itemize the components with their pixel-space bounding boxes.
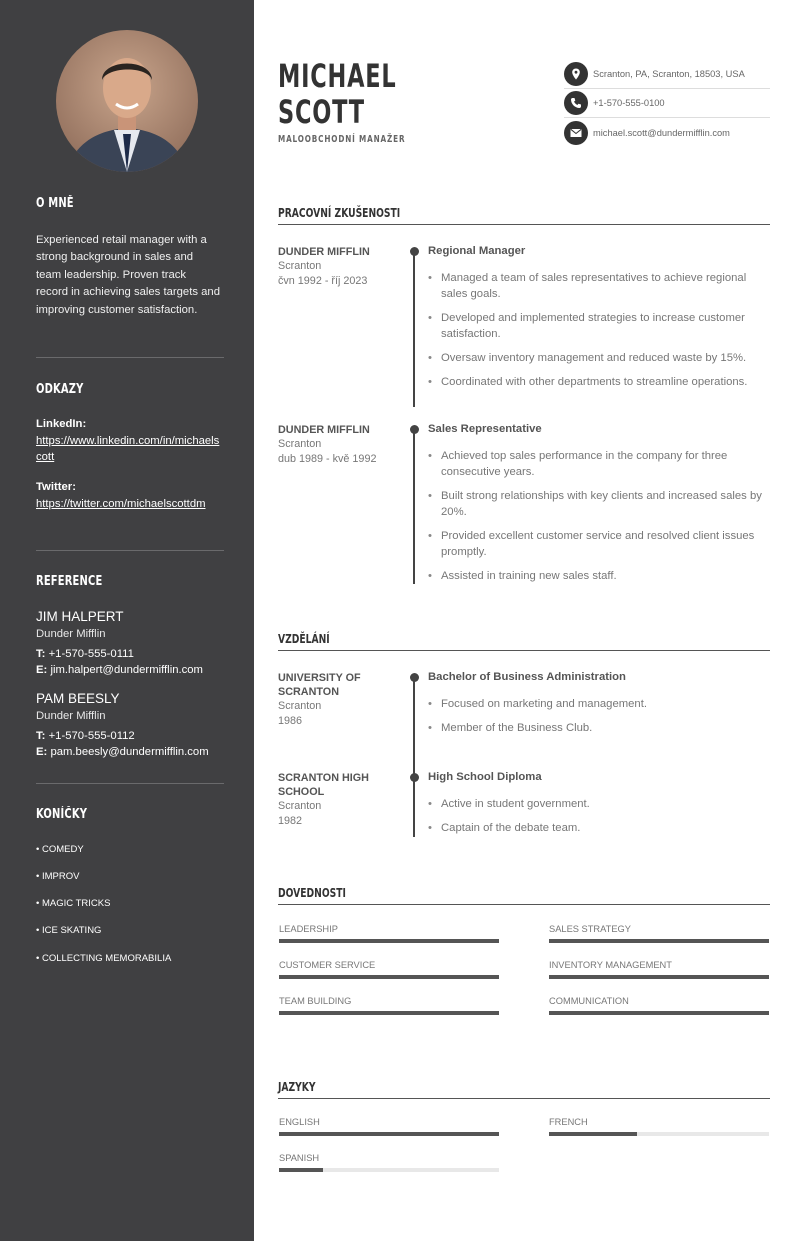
timeline-dot [410,773,419,782]
education-dates: 1986 [278,715,303,727]
experience-dates: dub 1989 - kvě 1992 [278,453,377,465]
skill-bar [549,1011,769,1015]
twitter-label: Twitter: [36,481,76,493]
experience-title: Regional Manager [428,245,526,257]
email-text[interactable]: michael.scott@dundermifflin.com [593,127,730,138]
contact-email [564,118,770,147]
education-degree: Bachelor of Business Administration [428,671,626,683]
timeline-line [413,251,415,407]
sidebar-divider [36,783,224,784]
reference-company: Dunder Mifflin [36,710,106,722]
skill-bar [279,975,499,979]
education-bullet: • Focused on marketing and management. [428,696,770,712]
experience-bullet: • Assisted in training new sales staff. [428,568,770,584]
experience-org: DUNDER MIFFLIN [278,246,370,258]
contact-address [564,60,770,89]
hobbies-heading: KONÍČKY [36,807,88,822]
skill-bar-fill [279,1011,499,1015]
education-location: Scranton [278,700,322,712]
language-bar [279,1168,499,1172]
timeline-dot [410,247,419,256]
skill-bar-fill [549,939,769,943]
profile-photo [56,30,198,172]
skill-bar [279,1011,499,1015]
skill-bar [549,975,769,979]
experience-bullet: • Oversaw inventory management and reduced waste by 15%. [428,350,770,366]
languages-heading: JAZYKY [278,1080,770,1099]
skill-bar [279,939,499,943]
language-label: FRENCH [549,1117,588,1127]
language-label: SPANISH [279,1153,320,1163]
experience-bullet: • Achieved top sales performance in the company for three consecutive years. [428,448,770,480]
reference-company: Dunder Mifflin [36,628,106,640]
education-degree: High School Diploma [428,771,542,783]
main-content [254,0,794,1241]
timeline-line [413,429,415,584]
sidebar-divider [36,357,224,358]
language-bar-fill [279,1132,499,1136]
hobby-item: • IMPROV [36,871,80,882]
address-text: Scranton, PA, Scranton, 18503, USA [593,69,745,79]
about-heading: O MNĚ [36,196,74,211]
experience-dates: čvn 1992 - říj 2023 [278,275,368,287]
skill-label: SALES STRATEGY [549,924,631,934]
education-school: SCRANTON HIGH SCHOOL [278,772,369,798]
contact-phone [564,89,770,118]
education-bullet: • Active in student government. [428,796,770,812]
linkedin-link[interactable]: https://www.linkedin.com/in/michaelscott [36,435,220,463]
job-role: MALOOBCHODNÍ MANAŽER [278,134,406,145]
reference-phone: T: +1-570-555-0112 [36,730,135,742]
reference-email: E: pam.beesly@dundermifflin.com [36,746,209,758]
skill-bar-fill [549,1011,769,1015]
education-bullet: • Member of the Business Club. [428,720,770,736]
hobby-item: • MAGIC TRICKS [36,898,111,909]
language-label: ENGLISH [279,1117,320,1127]
hobby-item: • COLLECTING MEMORABILIA [36,953,172,964]
phone-text: +1-570-555-0100 [593,98,665,108]
language-bar-fill [549,1132,637,1136]
skill-label: CUSTOMER SERVICE [279,960,376,970]
education-dates: 1982 [278,815,303,827]
experience-location: Scranton [278,260,322,272]
education-school: UNIVERSITY OF SCRANTON [278,672,361,698]
language-bar [549,1132,769,1136]
linkedin-label: LinkedIn: [36,418,87,430]
location-pin-icon [564,62,588,86]
timeline-dot [410,425,419,434]
skill-bar-fill [549,975,769,979]
envelope-icon [564,121,588,145]
sidebar-divider [36,550,224,551]
last-name: SCOTT [278,93,365,131]
skill-label: LEADERSHIP [279,924,338,934]
experience-heading: PRACOVNÍ ZKUŠENOSTI [278,206,770,225]
experience-bullet: • Developed and implemented strategies to increase customer satisfaction. [428,310,770,342]
skill-bar-fill [279,975,499,979]
reference-name: PAM BEESLY [36,691,120,706]
skill-label: INVENTORY MANAGEMENT [549,960,672,970]
experience-title: Sales Representative [428,423,542,435]
twitter-link[interactable]: https://twitter.com/michaelscottdm [36,498,206,510]
about-text: Experienced retail manager with a strong background in sales and team leadership. Proven track record in achieving sales targets and improving customer satisfaction. [36,234,220,316]
phone-icon [564,91,588,115]
timeline-line [413,677,415,837]
skill-label: TEAM BUILDING [279,996,352,1006]
references-heading: REFERENCE [36,574,103,589]
language-bar [279,1132,499,1136]
experience-bullet: • Coordinated with other departments to streamline operations. [428,374,770,390]
language-bar-fill [279,1168,323,1172]
candidate-name [278,58,396,130]
hobby-item: • ICE SKATING [36,925,102,936]
sidebar [0,0,254,1241]
reference-email: E: jim.halpert@dundermifflin.com [36,664,203,676]
timeline-dot [410,673,419,682]
hobby-item: • COMEDY [36,844,84,855]
links-heading: ODKAZY [36,382,84,397]
reference-name: JIM HALPERT [36,609,124,624]
education-location: Scranton [278,800,322,812]
first-name: MICHAEL [278,57,397,95]
experience-bullet: • Provided excellent customer service and resolved client issues promptly. [428,528,770,560]
experience-bullet: • Managed a team of sales representatives to achieve regional sales goals. [428,270,770,302]
skill-label: COMMUNICATION [549,996,629,1006]
skill-bar-fill [279,939,499,943]
experience-org: DUNDER MIFFLIN [278,424,370,436]
experience-location: Scranton [278,438,322,450]
education-bullet: • Captain of the debate team. [428,820,770,836]
education-heading: VZDĚLÁNÍ [278,632,770,651]
reference-phone: T: +1-570-555-0111 [36,648,134,660]
skills-heading: DOVEDNOSTI [278,886,770,905]
experience-bullet: • Built strong relationships with key clients and increased sales by 20%. [428,488,770,520]
skill-bar [549,939,769,943]
